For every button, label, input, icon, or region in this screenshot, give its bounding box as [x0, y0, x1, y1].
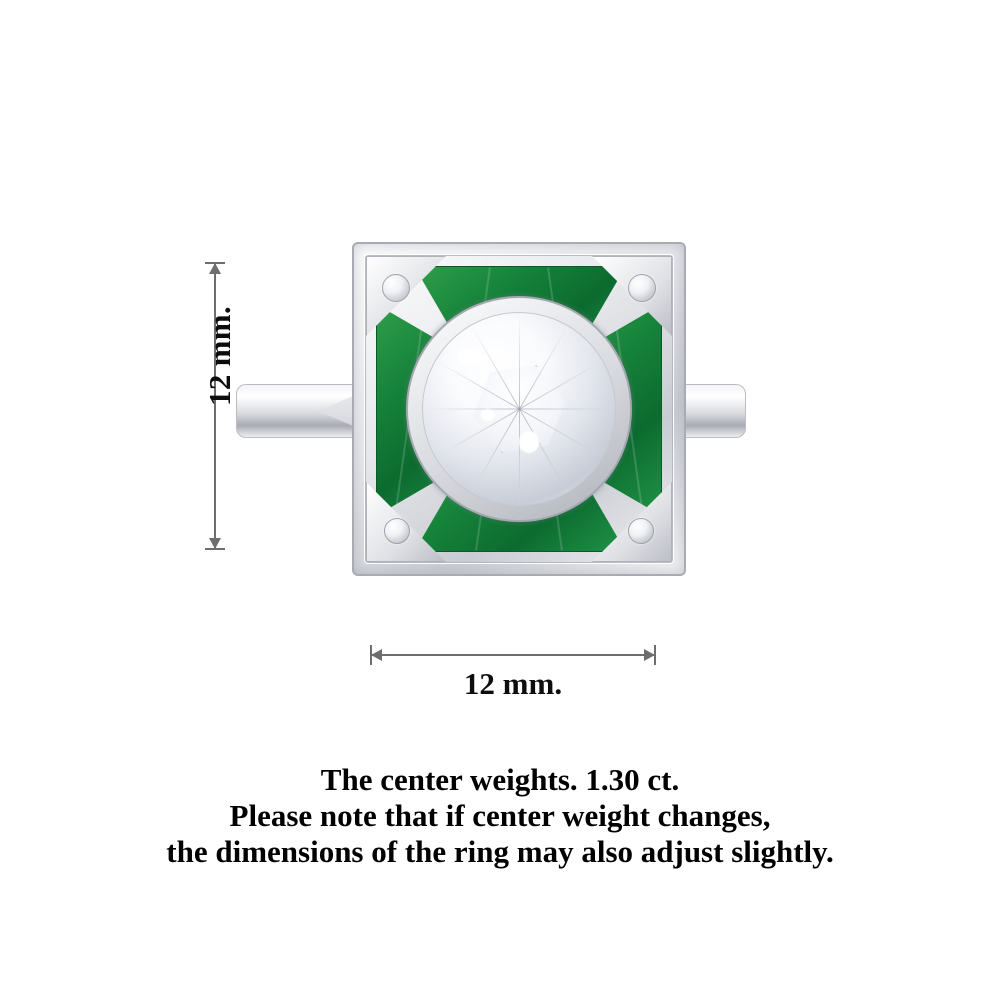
center-diamond [422, 312, 616, 506]
ring-product-photo [212, 236, 770, 576]
arrow-right-icon [644, 649, 655, 661]
arrow-left-icon [371, 649, 382, 661]
arrow-up-icon [209, 263, 221, 274]
ring-head-setting [352, 242, 686, 576]
caption-line-3: the dimensions of the ring may also adjust slightly. [166, 834, 834, 869]
arrow-down-icon [209, 538, 221, 549]
vertical-dimension-label: 12 mm. [202, 306, 237, 406]
horizontal-dimension-label: 12 mm. [463, 666, 563, 701]
accent-diamond [628, 274, 656, 302]
caption-line-1: The center weights. 1.30 ct. [320, 762, 680, 797]
center-stone-bezel [406, 296, 632, 522]
horizontal-dimension-line [370, 654, 656, 656]
caption-line-2: Please note that if center weight changes, [229, 798, 771, 833]
caption-block [0, 762, 1000, 870]
accent-diamond [382, 274, 410, 302]
accent-diamond [384, 518, 410, 544]
accent-diamond [628, 518, 654, 544]
